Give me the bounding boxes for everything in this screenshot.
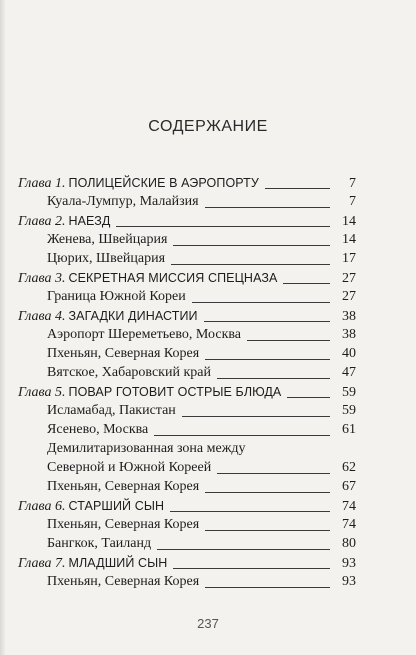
leader-line xyxy=(205,359,330,360)
leader-line xyxy=(205,492,330,493)
page-ref: 38 xyxy=(342,309,356,324)
page-ref: 47 xyxy=(342,365,356,380)
page-ref: 61 xyxy=(342,422,356,437)
section-label: Куала-Лумпур, Малайзия xyxy=(47,194,199,209)
chapter-title: ПОВАР ГОТОВИТ ОСТРЫЕ БЛЮДА xyxy=(68,385,282,399)
chapter-number: Глава 2. xyxy=(18,214,66,229)
leader-line xyxy=(182,416,330,417)
toc-section-row[interactable] xyxy=(47,516,356,534)
toc-section-row[interactable] xyxy=(47,573,356,591)
toc-section-row[interactable] xyxy=(47,250,356,268)
section-label: Женева, Швейцария xyxy=(47,232,168,247)
page-ref: 59 xyxy=(342,403,356,418)
page-ref: 17 xyxy=(342,251,356,266)
chapter-title: НАЕЗД xyxy=(68,214,111,228)
leader-line xyxy=(217,473,330,474)
toc-section-row[interactable] xyxy=(47,231,356,249)
section-label: Пхеньян, Северная Корея xyxy=(47,517,200,532)
page-ref: 62 xyxy=(342,460,356,475)
page-ref: 80 xyxy=(342,536,356,551)
toc-chapter-row[interactable] xyxy=(18,383,356,401)
toc-chapter-row[interactable] xyxy=(18,212,356,230)
section-label: Вятское, Хабаровский край xyxy=(47,365,211,380)
leader-line xyxy=(265,188,330,189)
toc-section-row[interactable] xyxy=(47,421,356,439)
section-label: Исламабад, Пакистан xyxy=(47,403,176,418)
page-ref: 14 xyxy=(342,214,356,229)
toc-section-row[interactable] xyxy=(47,345,356,363)
toc-section-row[interactable] xyxy=(47,288,356,306)
chapter-title: МЛАДШИЙ СЫН xyxy=(68,556,168,570)
page-ref: 93 xyxy=(342,574,356,589)
section-label-line1: Демилитаризованная зона между xyxy=(47,441,246,456)
leader-line xyxy=(173,568,330,569)
section-label: Пхеньян, Северная Корея xyxy=(47,479,200,494)
leader-line xyxy=(171,264,330,265)
toc-chapter-row[interactable] xyxy=(18,269,356,287)
leader-line xyxy=(173,245,330,246)
page-number: 237 xyxy=(197,616,219,631)
toc-chapter-row[interactable] xyxy=(18,307,356,325)
page-ref: 7 xyxy=(349,194,356,209)
page-ref: 74 xyxy=(342,517,356,532)
section-label: Пхеньян, Северная Корея xyxy=(47,346,200,361)
leader-line xyxy=(287,397,330,398)
chapter-title: СЕКРЕТНАЯ МИССИЯ СПЕЦНАЗА xyxy=(68,271,278,285)
chapter-number: Глава 7. xyxy=(18,556,66,571)
toc-section-row[interactable] xyxy=(47,402,356,420)
chapter-title: ЗАГАДКИ ДИНАСТИИ xyxy=(68,309,198,323)
leader-line xyxy=(116,226,330,227)
leader-line xyxy=(205,207,330,208)
page-ref: 93 xyxy=(342,556,356,571)
leader-line xyxy=(154,435,330,436)
toc-section-row[interactable] xyxy=(47,193,356,211)
section-label: Граница Южной Кореи xyxy=(47,289,186,304)
toc-chapter-row[interactable] xyxy=(18,554,356,572)
leader-line xyxy=(247,340,330,341)
leader-line xyxy=(204,321,330,322)
section-label: Ясенево, Москва xyxy=(47,422,149,437)
leader-line xyxy=(192,302,330,303)
page-ref: 14 xyxy=(342,232,356,247)
section-label: Цюрих, Швейцария xyxy=(47,251,166,266)
chapter-number: Глава 1. xyxy=(18,176,66,191)
toc-section-row[interactable] xyxy=(47,535,356,553)
page-title: СОДЕРЖАНИЕ xyxy=(148,118,268,135)
page-ref: 40 xyxy=(342,346,356,361)
page-ref: 27 xyxy=(342,271,356,286)
leader-line xyxy=(283,283,330,284)
toc-section-row[interactable] xyxy=(47,459,356,477)
chapter-number: Глава 4. xyxy=(18,309,66,324)
section-label: Северной и Южной Кореей xyxy=(47,460,212,475)
leader-line xyxy=(217,378,330,379)
leader-line xyxy=(170,511,330,512)
toc-section-row[interactable] xyxy=(47,326,356,344)
leader-line xyxy=(205,587,330,588)
chapter-title: ПОЛИЦЕЙСКИЕ В АЭРОПОРТУ xyxy=(68,176,259,190)
leader-line xyxy=(157,549,330,550)
chapter-title: СТАРШИЙ СЫН xyxy=(68,499,165,513)
chapter-number: Глава 5. xyxy=(18,385,66,400)
page-ref: 7 xyxy=(349,176,356,191)
chapter-number: Глава 3. xyxy=(18,271,66,286)
toc-chapter-row[interactable] xyxy=(18,497,356,515)
toc-section-row[interactable] xyxy=(47,478,356,496)
page-ref: 67 xyxy=(342,479,356,494)
section-label: Аэропорт Шереметьево, Москва xyxy=(47,327,242,342)
toc-section-row[interactable] xyxy=(47,364,356,382)
chapter-number: Глава 6. xyxy=(18,499,66,514)
section-label: Пхеньян, Северная Корея xyxy=(47,574,200,589)
page-ref: 74 xyxy=(342,499,356,514)
toc-chapter-row[interactable] xyxy=(18,174,356,192)
section-label: Бангкок, Таиланд xyxy=(47,536,152,551)
page-ref: 38 xyxy=(342,327,356,342)
page-ref: 27 xyxy=(342,289,356,304)
leader-line xyxy=(205,530,330,531)
page-ref: 59 xyxy=(342,385,356,400)
